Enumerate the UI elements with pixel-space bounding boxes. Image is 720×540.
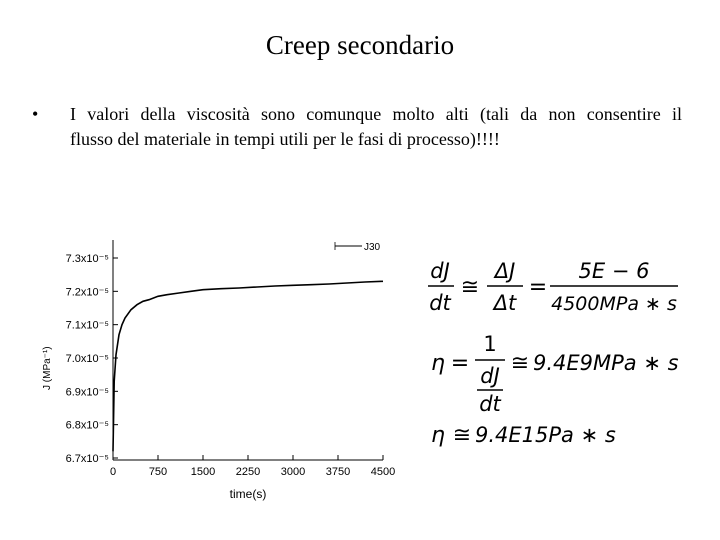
y-tick-label: 6.7x10⁻⁵: [65, 453, 109, 465]
eq2-inner-numerator: dJ: [480, 364, 500, 388]
y-tick-group: [66, 253, 118, 465]
x-tick-label: 3000: [280, 466, 306, 478]
eq2-eta: η: [431, 351, 445, 376]
y-tick-label: 6.8x10⁻⁵: [65, 419, 109, 432]
equation-1: [428, 259, 678, 315]
eq1-equals-symbol: =: [528, 275, 548, 300]
plot-axes: [113, 240, 383, 460]
eq2-approx-symbol: ≅: [510, 351, 530, 376]
equation-3: [431, 423, 616, 448]
eq1-lhs-denominator: dt: [429, 291, 451, 315]
eq3-approx-symbol: ≅: [452, 423, 472, 448]
eq1-rhs-denominator: 4500MPa ∗ s: [551, 293, 677, 315]
y-tick-label: 7.2x10⁻⁵: [65, 286, 109, 299]
x-tick-label: 1500: [190, 466, 216, 478]
x-tick-label: 0: [109, 466, 117, 478]
eq1-mid-denominator: Δt: [493, 291, 517, 315]
bullet-marker: •: [32, 104, 39, 124]
x-tick-label: 2250: [235, 466, 261, 478]
eq2-inner-denominator: dt: [479, 392, 501, 416]
bullet-text: [70, 102, 682, 152]
eq1-approx-symbol: ≅: [460, 275, 480, 300]
bullet-text-line-2: flusso del materiale in tempi utili per le fasi di processo)!!!!: [70, 129, 500, 149]
legend-label: J30: [364, 242, 381, 253]
eq1-rhs-numerator: 5E − 6: [578, 259, 650, 283]
y-tick-label: 7.0x10⁻⁵: [65, 353, 109, 365]
x-tick-label: 750: [148, 466, 168, 478]
x-axis-label: time(s): [229, 487, 267, 501]
equation-2: [431, 332, 679, 416]
slide-title: Creep secondario: [265, 30, 455, 60]
equations-block: [420, 250, 710, 455]
legend: [335, 242, 381, 253]
x-tick-group: [110, 455, 395, 478]
eq1-mid-numerator: ΔJ: [494, 259, 516, 283]
bullet-text-line-1: I valori della viscosità sono comunque molto alti (tali da non consentire il: [70, 104, 682, 124]
y-tick-label: 6.9x10⁻⁵: [65, 386, 109, 399]
y-tick-label: 7.3x10⁻⁵: [65, 253, 109, 265]
creep-chart: [30, 230, 396, 505]
x-tick-label: 4500: [370, 466, 396, 478]
eq3-rhs: 9.4E15Pa ∗ s: [475, 423, 616, 447]
y-tick-label: 7.1x10⁻⁵: [65, 319, 109, 332]
eq2-numerator: 1: [483, 332, 497, 356]
eq1-lhs-numerator: dJ: [430, 259, 450, 283]
eq2-rhs: 9.4E9MPa ∗ s: [533, 351, 679, 375]
x-tick-label: 3750: [325, 466, 351, 478]
eq2-equals-symbol: =: [450, 351, 470, 376]
series-line-j30: [113, 281, 383, 451]
eq3-eta: η: [431, 423, 445, 448]
y-axis-label: J (MPa⁻¹): [42, 346, 53, 390]
